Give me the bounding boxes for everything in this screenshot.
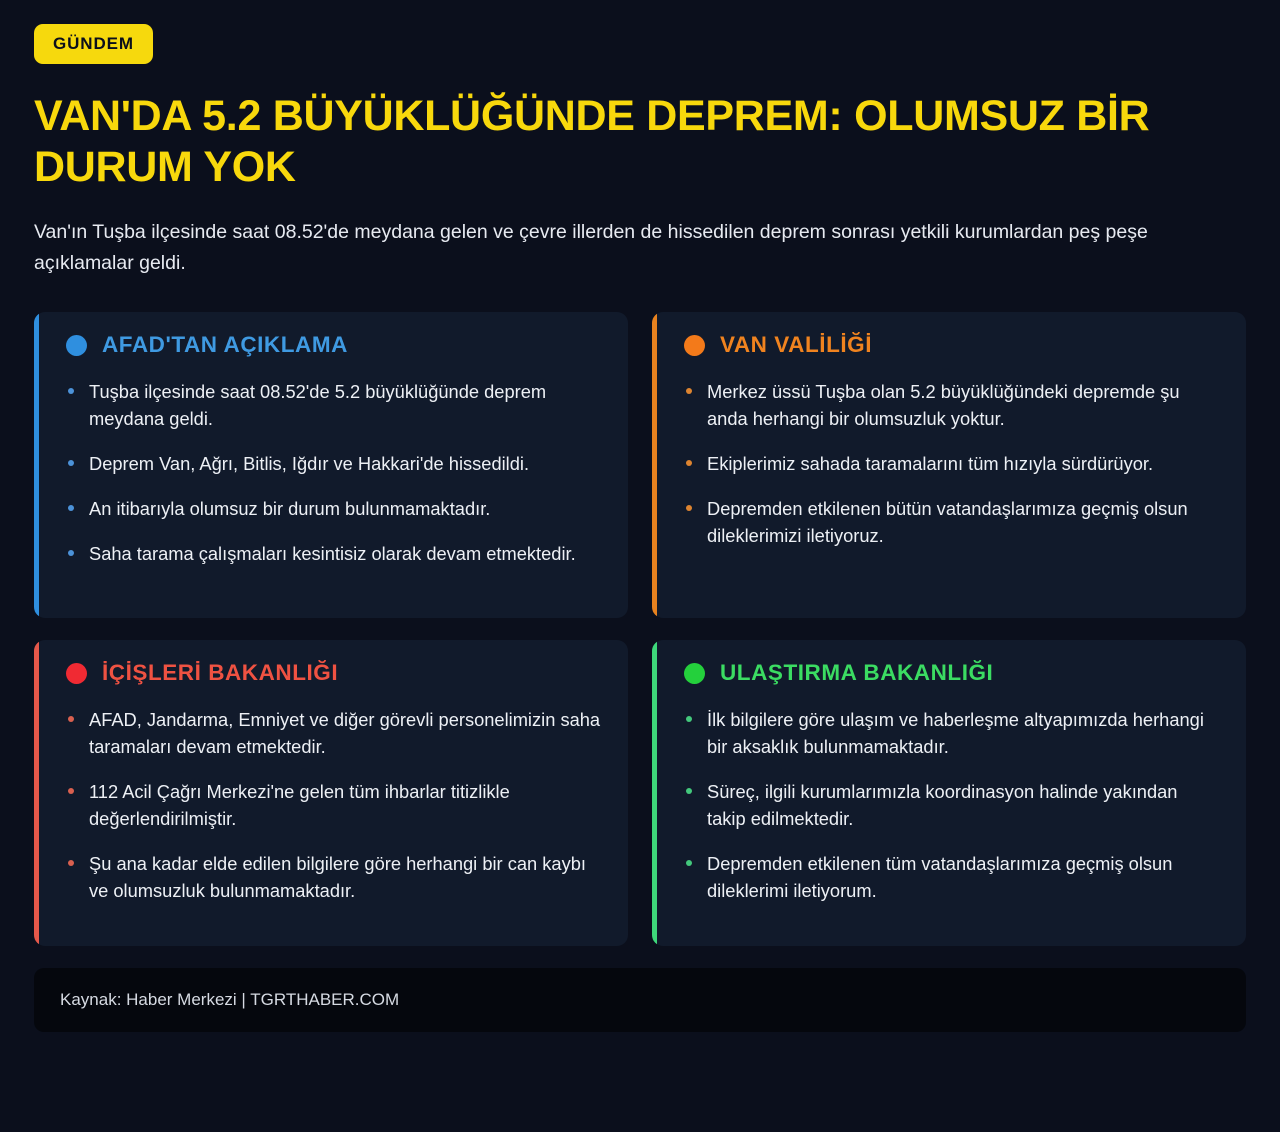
bullet-dot-icon bbox=[686, 388, 692, 394]
list-item bbox=[66, 496, 602, 523]
category-badge: GÜNDEM bbox=[34, 24, 153, 64]
bullet-dot-icon bbox=[686, 716, 692, 722]
list-item-text: An itibarıyla olumsuz bir durum bulunmamaktadır. bbox=[89, 497, 491, 519]
bullet-dot-icon bbox=[686, 505, 692, 511]
list-item bbox=[684, 451, 1220, 478]
statement-card-icisleri-bakanligi bbox=[34, 640, 628, 946]
list-item-text: Tuşba ilçesinde saat 08.52'de 5.2 büyüklüğünde deprem meydana geldi. bbox=[89, 381, 547, 430]
status-dot-icon bbox=[66, 335, 87, 356]
list-item-text: Depremden etkilenen bütün vatandaşlarımıza geçmiş olsun dileklerimizi iletiyoruz. bbox=[707, 497, 1188, 546]
bullet-list bbox=[678, 379, 1220, 549]
card-header bbox=[678, 331, 1220, 357]
bullet-dot-icon bbox=[68, 505, 74, 511]
list-item-text: 112 Acil Çağrı Merkezi'ne gelen tüm ihbarlar titizlikle değerlendirilmiştir. bbox=[89, 781, 510, 829]
accent-bar bbox=[34, 312, 39, 618]
accent-bar bbox=[652, 640, 657, 946]
statement-card-van-valiligi bbox=[652, 312, 1246, 618]
bullet-list bbox=[678, 707, 1220, 904]
accent-bar bbox=[34, 640, 39, 946]
list-item-text: Süreç, ilgili kurumlarımızla koordinasyon halinde yakından takip edilmektedir. bbox=[707, 781, 1178, 829]
page-title: VAN'DA 5.2 BÜYÜKLÜĞÜNDE DEPREM: OLUMSUZ BİR DURUM YOK bbox=[34, 92, 1150, 192]
bullet-dot-icon bbox=[68, 550, 74, 556]
card-title: İÇİŞLERİ BAKANLIĞI bbox=[102, 659, 339, 685]
list-item bbox=[66, 541, 602, 568]
statement-card-ulastirma-bakanligi bbox=[652, 640, 1246, 946]
list-item-text: Depremden etkilenen tüm vatandaşlarımıza geçmiş olsun dileklerimi iletiyorum. bbox=[707, 852, 1173, 901]
card-title: AFAD'TAN AÇIKLAMA bbox=[102, 331, 348, 357]
status-dot-icon bbox=[684, 335, 705, 356]
list-item bbox=[66, 851, 602, 905]
list-item-text: Saha tarama çalışmaları kesintisiz olarak devam etmektedir. bbox=[89, 542, 576, 564]
list-item-text: Deprem Van, Ağrı, Bitlis, Iğdır ve Hakkari'de hissedildi. bbox=[89, 453, 530, 475]
list-item bbox=[66, 451, 602, 478]
bullet-dot-icon bbox=[68, 388, 74, 394]
source-text: Kaynak: Haber Merkezi | TGRTHABER.COM bbox=[60, 989, 400, 1009]
card-title: VAN VALİLİĞİ bbox=[720, 331, 873, 357]
list-item-text: AFAD, Jandarma, Emniyet ve diğer görevli personelimizin saha taramaları devam etmektedir. bbox=[89, 709, 601, 758]
list-item-text: Ekiplerimiz sahada taramalarını tüm hızıyla sürdürüyor. bbox=[707, 453, 1154, 475]
list-item bbox=[66, 779, 602, 833]
bullet-dot-icon bbox=[686, 860, 692, 866]
bullet-list bbox=[60, 379, 602, 567]
card-header bbox=[678, 659, 1220, 685]
list-item bbox=[66, 379, 602, 433]
list-item bbox=[684, 379, 1220, 433]
source-footer bbox=[34, 968, 1246, 1032]
page-subtitle: Van'ın Tuşba ilçesinde saat 08.52'de meydana gelen ve çevre illerden de hissedilen deprem sonrası yetkili kurumlardan peş peşe açıklamalar geldi. bbox=[34, 221, 1148, 274]
card-header bbox=[60, 659, 602, 685]
list-item-text: Merkez üssü Tuşba olan 5.2 büyüklüğündeki depremde şu anda herhangi bir olumsuzluk yoktur. bbox=[707, 381, 1180, 430]
status-dot-icon bbox=[66, 663, 87, 684]
bullet-dot-icon bbox=[68, 788, 74, 794]
bullet-dot-icon bbox=[68, 716, 74, 722]
status-dot-icon bbox=[684, 663, 705, 684]
list-item bbox=[684, 707, 1220, 761]
list-item bbox=[66, 707, 602, 761]
statement-card-grid bbox=[34, 312, 1246, 946]
list-item bbox=[684, 496, 1220, 550]
list-item-text: İlk bilgilere göre ulaşım ve haberleşme altyapımızda herhangi bir aksaklık bulunmamaktadır. bbox=[707, 709, 1204, 758]
bullet-dot-icon bbox=[686, 460, 692, 466]
statement-card-afad bbox=[34, 312, 628, 618]
bullet-list bbox=[60, 707, 602, 904]
bullet-dot-icon bbox=[68, 860, 74, 866]
bullet-dot-icon bbox=[686, 788, 692, 794]
list-item bbox=[684, 851, 1220, 905]
bullet-dot-icon bbox=[68, 460, 74, 466]
list-item bbox=[684, 779, 1220, 833]
card-title: ULAŞTIRMA BAKANLIĞI bbox=[720, 659, 994, 685]
list-item-text: Şu ana kadar elde edilen bilgilere göre herhangi bir can kaybı ve olumsuzluk bulunmamaktadır. bbox=[89, 852, 586, 901]
card-header bbox=[60, 331, 602, 357]
accent-bar bbox=[652, 312, 657, 618]
